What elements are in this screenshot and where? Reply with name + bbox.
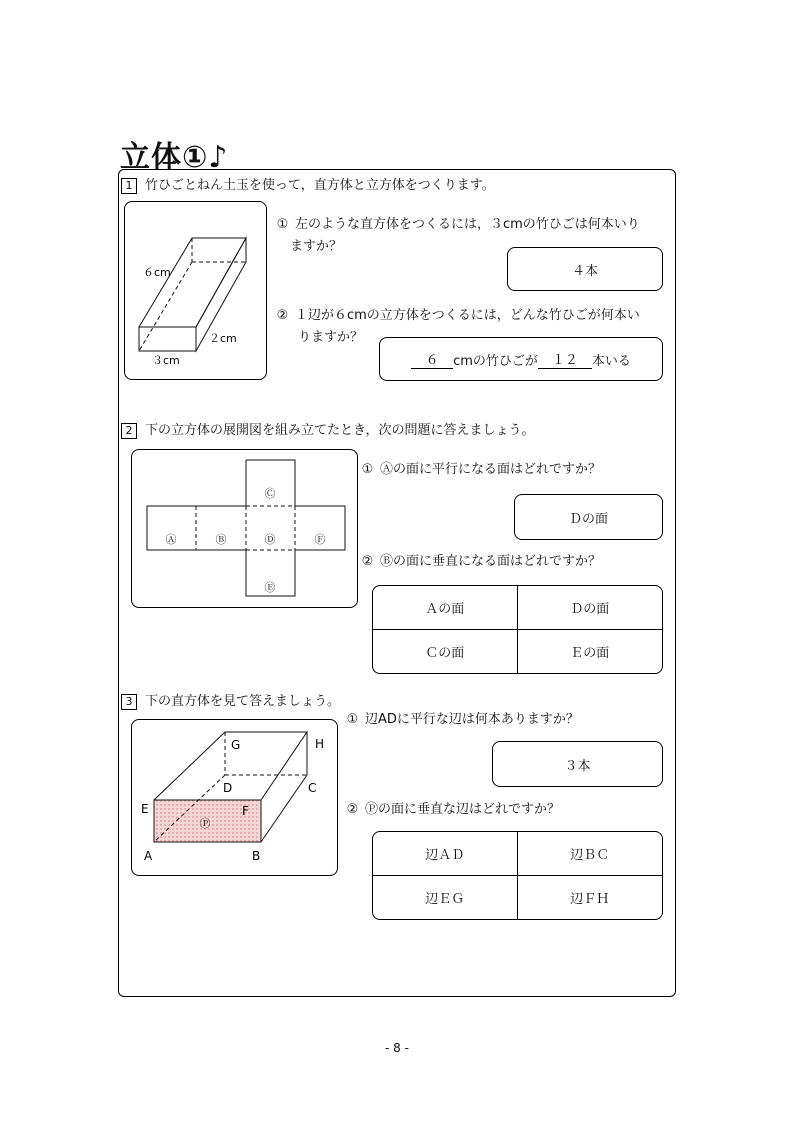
vertex-c: C: [308, 781, 317, 795]
face-p-label: Ⓟ: [199, 817, 211, 830]
cuboid-front-face: [139, 327, 196, 351]
vertex-e: E: [141, 802, 149, 816]
q1-sub1-answer: ４本: [507, 247, 663, 291]
q1-sub2-blank-1: ６: [411, 349, 453, 369]
question-1-number: 1: [121, 178, 137, 194]
label-2cm: ２cm: [209, 332, 237, 345]
labeled-cuboid-box: [131, 719, 338, 876]
q2-sub2-answer-grid: [372, 585, 663, 674]
vertex-d: D: [223, 781, 233, 795]
page-title: 立体①♪: [120, 140, 229, 175]
vertex-f: F: [242, 804, 249, 818]
vertex-h: H: [315, 737, 325, 751]
label-3cm: ３cm: [152, 354, 180, 367]
q2-answer-cell: Ｅの面: [570, 645, 610, 661]
q1-sub2-blank-2: １２: [538, 349, 592, 369]
q1-sub2-text: ② １辺が６cmの立方体をつくるには，どんな竹ひごが何本い りますか？: [276, 308, 640, 345]
question-3-number: 3: [121, 694, 137, 710]
q1-sub2-answer: ６ cmの竹ひごが １２ 本いる: [379, 337, 663, 381]
question-1-heading: [121, 174, 495, 194]
vertex-a: A: [144, 849, 153, 863]
q3-answer-cell: 辺ＦＨ: [570, 891, 610, 907]
q3-sub1-text: ① 辺ADに平行な辺は何本ありますか？: [346, 712, 579, 727]
net-face-d: Ⓓ: [264, 533, 276, 546]
q3-answer-cell: 辺ＡＤ: [373, 832, 518, 876]
question-1-text: 竹ひごとねん土玉を使って，直方体と立方体をつくります。: [145, 178, 495, 193]
question-3-text: 下の直方体を見て答えましょう。: [145, 694, 341, 709]
q2-answer-cell: Ｄの面: [518, 586, 663, 630]
net-face-f: Ⓕ: [314, 533, 326, 546]
q3-answer-cell: 辺ＥＧ: [373, 876, 518, 920]
q2-sub1-answer: Ｄの面: [514, 494, 663, 540]
question-2-number: 2: [121, 423, 137, 439]
q3-sub1-answer: ３本: [492, 741, 663, 787]
labeled-cuboid-figure: [132, 720, 339, 877]
net-face-b: Ⓑ: [215, 533, 227, 546]
label-6cm: ６cm: [143, 266, 171, 279]
vertex-b: B: [252, 849, 261, 863]
q3-sub2-text: ② Ⓟの面に垂直な辺はどれですか？: [346, 802, 561, 817]
q3-answer-cell: 辺ＢＣ: [518, 832, 663, 876]
cube-net-figure: [132, 450, 359, 609]
q2-answer-cell: Ａの面: [373, 586, 518, 630]
net-face-e: Ⓔ: [264, 581, 276, 594]
q2-answer-cell: Ｃの面: [373, 630, 518, 674]
q2-sub2-text: ② Ⓑの面に垂直になる面はどれですか？: [361, 554, 602, 569]
cuboid-figure: [125, 202, 268, 381]
question-3-heading: [121, 690, 340, 710]
vertex-g: G: [231, 738, 241, 752]
q1-sub1-number: ①: [276, 217, 289, 232]
net-face-c: Ⓒ: [264, 487, 276, 500]
q3-sub2-answer-grid: [372, 831, 663, 920]
q1-sub1-text: ① 左のような直方体をつくるには，３cmの竹ひごは何本いり ますか？: [276, 217, 640, 254]
cube-net-box: [131, 449, 358, 608]
net-face-a: Ⓐ: [165, 533, 177, 546]
cuboid-figure-box: [124, 201, 267, 380]
page-number: - 8 -: [385, 1041, 409, 1055]
cuboid-top-face: [139, 238, 246, 327]
question-2-text: 下の立方体の展開図を組み立てたとき，次の問題に答えましょう。: [145, 423, 535, 438]
q2-sub1-text: ① Ⓐの面に平行になる面はどれですか？: [361, 462, 602, 477]
q1-sub2-number: ②: [276, 308, 289, 323]
question-2-heading: [121, 419, 534, 439]
